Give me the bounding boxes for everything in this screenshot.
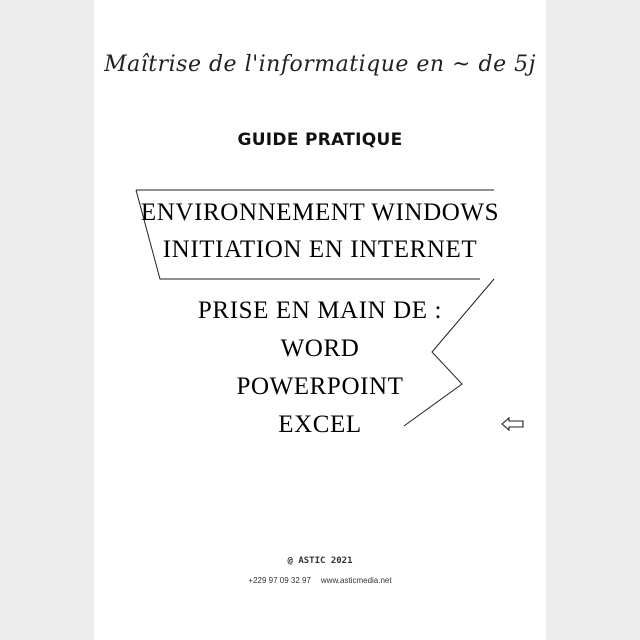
main-heading: PRISE EN MAIN DE : xyxy=(197,297,443,324)
item-excel: EXCEL xyxy=(278,411,362,438)
guide-title: GUIDE PRATIQUE xyxy=(237,130,403,150)
phone-number: +229 97 09 32 97 xyxy=(248,576,311,585)
copyright: @ ASTIC 2021 xyxy=(287,556,353,566)
left-arrow-icon xyxy=(500,416,526,432)
banner-line-1: ENVIRONNEMENT WINDOWS xyxy=(140,199,500,226)
website-link[interactable]: www.asticmedia.net xyxy=(320,576,392,585)
document-page xyxy=(94,0,546,640)
banner-line-2: INITIATION EN INTERNET xyxy=(162,236,478,263)
contact-line xyxy=(94,576,546,585)
item-powerpoint: POWERPOINT xyxy=(236,373,404,400)
tagline: Maîtrise de l'informatique en ~ de 5j xyxy=(104,52,536,77)
item-word: WORD xyxy=(280,335,360,362)
